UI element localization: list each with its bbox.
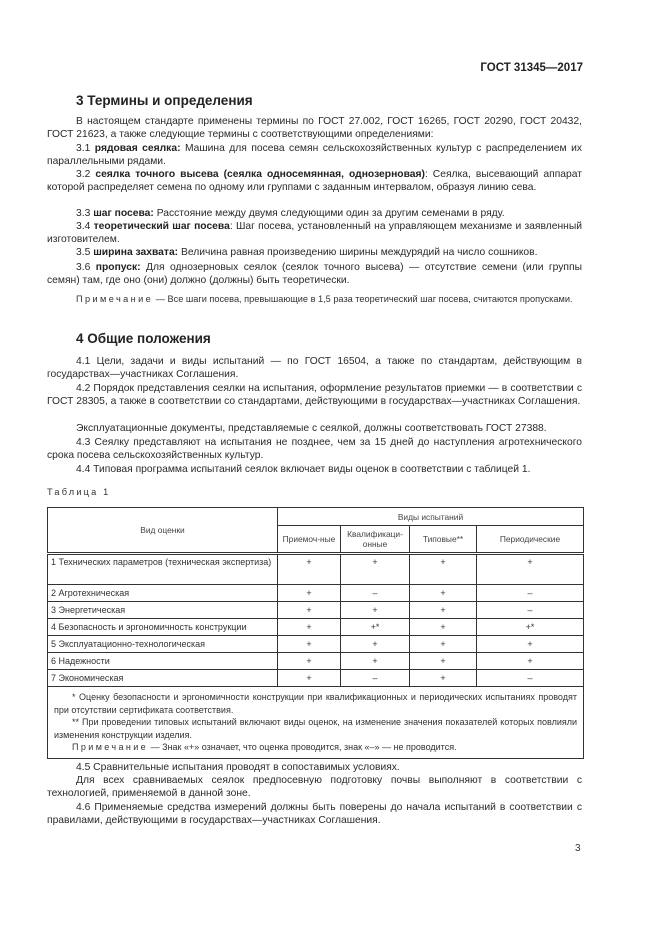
- cell-value: +*: [477, 619, 584, 636]
- term-definition: Расстояние между двумя следующими один за другим семенами в ряду.: [153, 208, 505, 219]
- intro-text: В настоящем стандарте применены термины по ГОСТ 27.002, ГОСТ 16265, ГОСТ 20290, ГОСТ 20432, ГОСТ 21623, а также следующие термины с соответствующими определениями:: [47, 116, 582, 141]
- cell-value: +: [410, 602, 477, 619]
- paragraph-4-4: [47, 463, 582, 476]
- cell-value: –: [341, 585, 410, 602]
- table-1: [47, 507, 584, 759]
- cell-value: +: [278, 619, 341, 636]
- paragraph-4-1: [47, 355, 582, 382]
- term-definition: Для однозерновых сеялок (сеялок точного высева) — отсутствие семени (или группы семян) там, где оно (они) должно (должны) быть теоретически.: [47, 262, 582, 287]
- header-tipovye: Типовые**: [410, 526, 477, 554]
- cell-value: +: [278, 585, 341, 602]
- cell-value: –: [477, 670, 584, 687]
- cell-value: +: [410, 619, 477, 636]
- note-label: Примечание: [76, 294, 154, 304]
- table-footnotes-row: [48, 687, 584, 759]
- cell-value: +: [278, 636, 341, 653]
- section-3-heading: 3 Термины и определения: [76, 93, 253, 108]
- term-3-5: [47, 246, 582, 259]
- cell-value: +: [410, 653, 477, 670]
- term-name: теоретический шаг посева: [93, 221, 230, 232]
- cell-value: +: [341, 636, 410, 653]
- cell-value: +: [278, 602, 341, 619]
- cell-value: +: [477, 636, 584, 653]
- term-name: рядовая сеялка:: [94, 143, 181, 154]
- paragraph-text: Для всех сравниваемых сеялок предпосевную подготовку почвы выполняют в соответствии с технологией, применяемой в данной зоне.: [47, 775, 582, 800]
- term-name: шаг посева:: [93, 208, 154, 219]
- paragraph-4-3: [47, 436, 582, 463]
- term-name: ширина захвата:: [93, 247, 179, 258]
- table-row: [48, 619, 584, 636]
- cell-value: +: [477, 653, 584, 670]
- term-number: 3.6: [76, 262, 91, 273]
- paragraph-text: 4.4 Типовая программа испытаний сеялок включает виды оценок в соответствии с таблицей 1.: [76, 464, 531, 475]
- table-row: [48, 636, 584, 653]
- header-vid-otsenki: Вид оценки: [48, 508, 278, 554]
- paragraph-text: Эксплуатационные документы, представляемые с сеялкой, должны соответствовать ГОСТ 27388.: [76, 423, 547, 434]
- term-3-4: [47, 220, 582, 247]
- row-label: 5 Эксплуатационно-технологическая: [48, 636, 278, 653]
- cell-value: +: [278, 554, 341, 585]
- term-3-6: [47, 261, 582, 288]
- term-number: 3.2: [76, 169, 91, 180]
- table-row: [48, 585, 584, 602]
- cell-value: +: [341, 602, 410, 619]
- paragraph-4-6: [47, 801, 582, 828]
- cell-value: +: [278, 670, 341, 687]
- paragraph-4-2: [47, 382, 582, 409]
- row-label: 2 Агротехническая: [48, 585, 278, 602]
- paragraph-text: 4.5 Сравнительные испытания проводят в сопоставимых условиях.: [76, 762, 400, 773]
- footnote-2: [54, 716, 577, 741]
- footnote-text: * Оценку безопасности и эргономичности конструкции при квалификационных и периодических испытаниях проводят при отсутствии сертификата соответствия.: [54, 692, 577, 715]
- table-row: [48, 653, 584, 670]
- paragraph-4-5: [47, 761, 582, 774]
- page-number: 3: [575, 843, 581, 854]
- note-text: — Знак «+» означает, что оценка проводится, знак «–» — не проводится.: [148, 742, 457, 752]
- paragraph-text: 4.6 Применяемые средства измерений должны быть поверены до начала испытаний в соответствии с правилами, действующими в государствах—участниках Соглашения.: [47, 802, 582, 827]
- row-label: 3 Энергетическая: [48, 602, 278, 619]
- header-vidy-ispytaniy: Виды испытаний: [278, 508, 584, 526]
- row-label: 4 Безопасность и эргономичность конструкции: [48, 619, 278, 636]
- table-row: [48, 670, 584, 687]
- term-definition: : Шаг посева, установленный на управляющем механизме и заявленный изготовителем.: [47, 221, 582, 246]
- term-number: 3.1: [76, 143, 91, 154]
- term-name: сеялка точного высева (сеялка односемянная, однозерновая): [95, 169, 425, 180]
- table-note: [54, 741, 577, 754]
- section-4-heading: 4 Общие положения: [76, 331, 211, 346]
- cell-value: –: [477, 585, 584, 602]
- cell-value: +: [410, 670, 477, 687]
- row-label: 6 Надежности: [48, 653, 278, 670]
- paragraph-text: 4.3 Сеялку представляют на испытания не позднее, чем за 15 дней до наступления агротехнического срока посева сельскохозяйственных культур.: [47, 437, 582, 462]
- table-header-row: [48, 508, 584, 526]
- cell-value: –: [477, 602, 584, 619]
- table-caption: Таблица 1: [47, 487, 111, 497]
- paragraph-soil: [47, 774, 582, 801]
- cell-value: +: [477, 554, 584, 585]
- row-label: 7 Экономическая: [48, 670, 278, 687]
- cell-value: +*: [341, 619, 410, 636]
- footnote-1: [54, 691, 577, 716]
- term-name: пропуск:: [95, 262, 141, 273]
- note-text: — Все шаги посева, превышающие в 1,5 раза теоретический шаг посева, считаются пропусками.: [153, 294, 573, 304]
- cell-value: +: [410, 636, 477, 653]
- term-definition: Машина для посева семян сельскохозяйственных культур с распределением их параллельными рядами.: [47, 143, 582, 168]
- cell-value: +: [278, 653, 341, 670]
- table-row: [48, 554, 584, 585]
- cell-value: +: [410, 554, 477, 585]
- standard-code: ГОСТ 31345—2017: [480, 62, 583, 74]
- paragraph-text: 4.2 Порядок представления сеялки на испытания, оформление результатов приемки — в соответствии с ГОСТ 28305, а также в соответствии со стандартами, действующими в государствах—участниках Соглашения.: [47, 383, 582, 408]
- cell-value: +: [341, 554, 410, 585]
- term-definition: : Сеялка, высевающий аппарат которой распределяет семена по одному или группами с заданным интервалом, образуя линию сева.: [47, 169, 582, 194]
- header-kvalifikatsionnye: Квалификаци-онные: [341, 526, 410, 554]
- term-number: 3.4: [76, 221, 91, 232]
- footnote-text: ** При проведении типовых испытаний включают виды оценок, на изменение значения показателей которых повлияли изменения конструкции изделия.: [54, 717, 577, 740]
- section-3-note: [47, 293, 582, 306]
- header-periodicheskie: Периодические: [477, 526, 584, 554]
- header-priemochnye: Приемоч-ные: [278, 526, 341, 554]
- term-number: 3.5: [76, 247, 91, 258]
- term-number: 3.3: [76, 208, 91, 219]
- term-3-3: [47, 207, 582, 220]
- cell-value: –: [341, 670, 410, 687]
- paragraph-docs: [47, 422, 582, 435]
- paragraph-text: 4.1 Цели, задачи и виды испытаний — по ГОСТ 16504, а также по стандартам, действующим в государствах—участниках Соглашения.: [47, 356, 582, 381]
- row-label: 1 Технических параметров (техническая экспертиза): [48, 554, 278, 585]
- term-3-2: [47, 168, 582, 195]
- table-footnotes: [48, 687, 584, 759]
- cell-value: +: [410, 585, 477, 602]
- term-definition: Величина равная произведению ширины междурядий на число сошников.: [178, 247, 538, 258]
- cell-value: +: [341, 653, 410, 670]
- table-row: [48, 602, 584, 619]
- note-label: Примечание: [72, 742, 149, 752]
- section-3-intro: [47, 115, 582, 142]
- term-3-1: [47, 142, 582, 169]
